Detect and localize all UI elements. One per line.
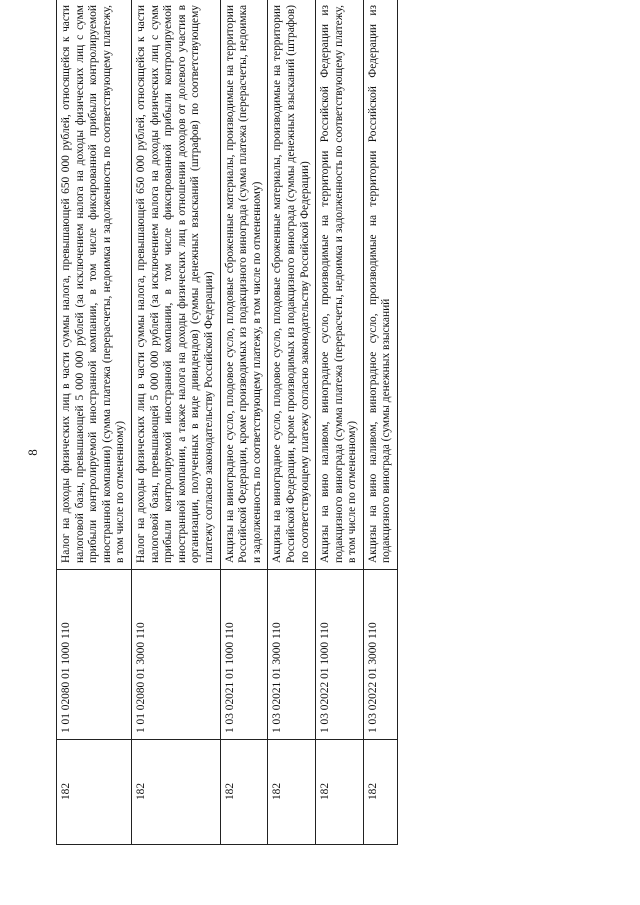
description-cell: Акцизы на виноградное сусло, плодовое сусло, плодовые сброженные материалы, производимые на территории Российской Федерации, кроме производимых из подакцизного винограда (суммы денежных взысканий (штрафов) по соответствующему платежу согласно законодательству Российской Федерации) [268,0,316,570]
budget-code-cell: 1 03 02022 01 3000 110 [363,570,397,740]
administrator-code-cell: 182 [131,740,220,845]
page-number: 8 [25,449,40,456]
table-row [363,0,397,845]
table-row [131,0,220,845]
budget-code-cell: 1 03 02021 01 3000 110 [268,570,316,740]
administrator-code-cell: 182 [363,740,397,845]
description-cell: Акцизы на вино наливом, виноградное сусло, производимые на территории Российской Федерации из подакцизного винограда (суммы денежных взысканий [363,0,397,570]
table-row [57,0,132,845]
table-row [316,0,364,845]
budget-code-cell: 1 03 02022 01 1000 110 [316,570,364,740]
budget-code-cell: 1 01 02080 01 3000 110 [131,570,220,740]
budget-classification-table [56,0,398,845]
description-cell: Налог на доходы физических лиц в части суммы налога, превышающей 650 000 рублей, относящейся к части налоговой базы, превышающей 5 000 000 рублей (за исключением налога на доходы физических лиц с сумм прибыли контролируемой иностранной компании, в том числе фиксированной прибыли контролируемой иностранной компании, а также налога на доходы физических лиц в отношении доходов от долевого участия в организации, полученных в виде дивидендов) (суммы денежных взысканий (штрафов) по соответствующему платежу согласно законодательству Российской Федерации) [131,0,220,570]
administrator-code-cell: 182 [57,740,132,845]
description-cell: Акцизы на вино наливом, виноградное сусло, производимые на территории Российской Федерации из подакцизного винограда (сумма платежа (перерасчеты, недоимка и задолженность по соответствующему платежу, в том числе по отмененному) [316,0,364,570]
description-cell: Налог на доходы физических лиц в части суммы налога, превышающей 650 000 рублей, относящейся к части налоговой базы, превышающей 5 000 000 рублей (за исключением налога на доходы физических лиц с сумм прибыли контролируемой иностранной компании, в том числе фиксированной прибыли контролируемой иностранной компании) (сумма платежа (перерасчеты, недоимка и задолженность по соответствующему платежу, в том числе по отмененному) [57,0,132,570]
administrator-code-cell: 182 [220,740,268,845]
description-cell: Акцизы на виноградное сусло, плодовое сусло, плодовые сброженные материалы, производимые на территории Российской Федерации, кроме производимых из подакцизного винограда (сумма платежа (перерасчеты, недоимка и задолженность по соответствующему платежу, в том числе по отмененному) [220,0,268,570]
budget-code-cell: 1 03 02021 01 1000 110 [220,570,268,740]
budget-code-cell: 1 01 02080 01 1000 110 [57,570,132,740]
table-row [268,0,316,845]
administrator-code-cell: 182 [268,740,316,845]
table-row [220,0,268,845]
administrator-code-cell: 182 [316,740,364,845]
